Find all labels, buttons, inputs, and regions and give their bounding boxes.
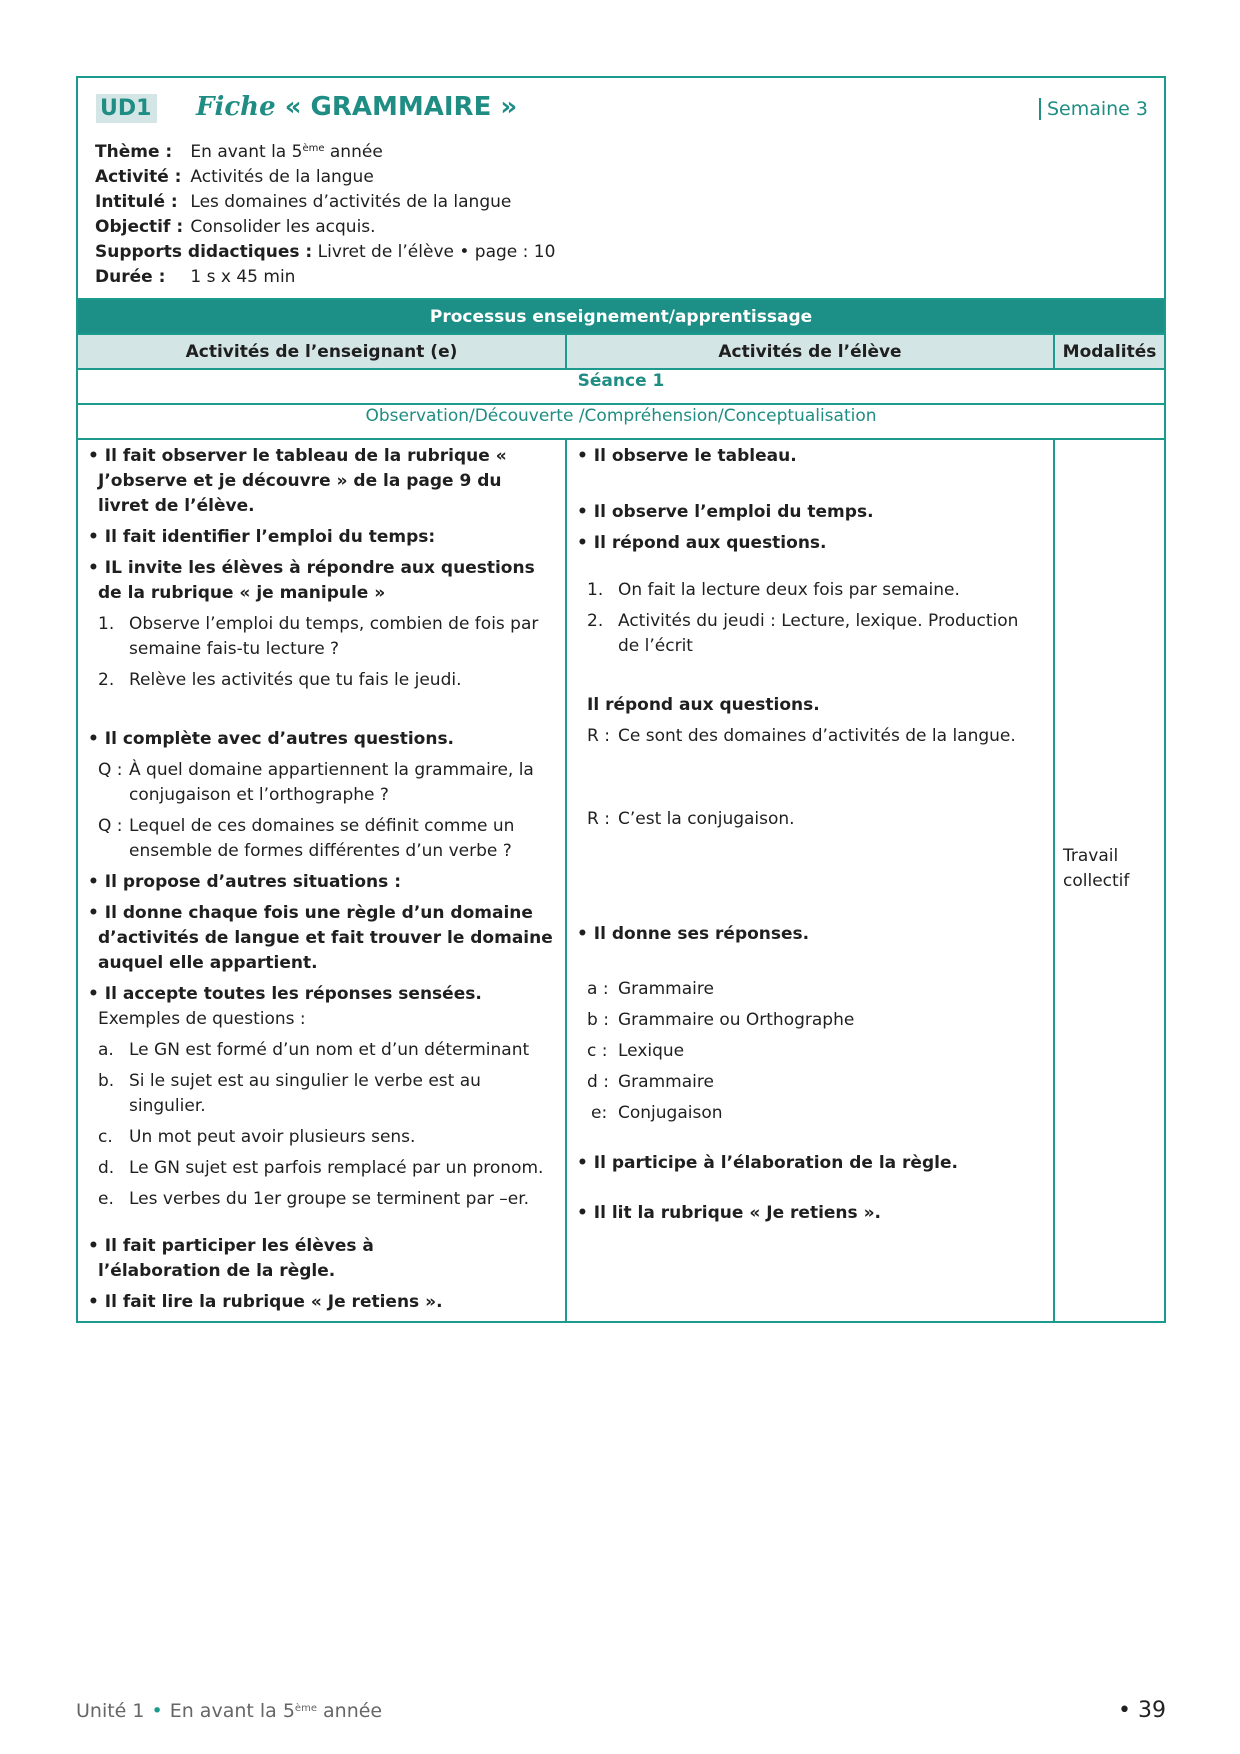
teacher-item: • Il propose d’autres situations :	[88, 872, 401, 892]
student-answer: d : Grammaire	[587, 1072, 714, 1092]
student-answer: R : C’est la conjugaison.	[587, 809, 795, 829]
teacher-question: 1. Observe l’emploi du temps, combien de fois par semaine fais-tu lecture ?	[98, 614, 539, 659]
seance-title: Séance 1	[78, 369, 1164, 404]
teacher-example: c. Un mot peut avoir plusieurs sens.	[98, 1127, 416, 1147]
teacher-example: e. Les verbes du 1er groupe se terminent par –er.	[98, 1189, 530, 1209]
teacher-item: • Il fait lire la rubrique « Je retiens ».	[88, 1292, 443, 1312]
page-number: • 39	[1118, 1698, 1166, 1723]
meta-duree: Durée : 1 s x 45 min	[95, 267, 296, 287]
student-answer: c : Lexique	[587, 1041, 685, 1061]
teacher-item: • Il accepte toutes les réponses sensées.	[88, 984, 482, 1004]
modalites-value: Travail collectif	[1063, 846, 1130, 891]
lesson-table	[78, 298, 1164, 1321]
modalites-cell	[1054, 439, 1164, 1321]
sheet-title-script: Fiche	[196, 92, 276, 122]
teacher-example: a. Le GN est formé d’un nom et d’un déterminant	[98, 1040, 530, 1060]
student-answer: 2. Activités du jeudi : Lecture, lexique. Production de l’écrit	[587, 611, 1019, 656]
student-answer: e: Conjugaison	[591, 1103, 723, 1123]
teacher-example: b. Si le sujet est au singulier le verbe est au singulier.	[98, 1071, 481, 1116]
sheet-title	[196, 92, 517, 122]
col-modal-header: Modalités	[1054, 334, 1164, 369]
student-item: • Il observe l’emploi du temps.	[577, 502, 874, 522]
teacher-item: • Il fait identifier l’emploi du temps:	[88, 527, 436, 547]
teacher-activities	[78, 439, 566, 1321]
student-answer: b : Grammaire ou Orthographe	[587, 1010, 855, 1030]
sheet-title-main: « GRAMMAIRE »	[284, 92, 518, 122]
lesson-sheet	[76, 76, 1166, 1323]
teacher-question: 2. Relève les activités que tu fais le jeudi.	[98, 670, 462, 690]
teacher-question: Q : Lequel de ces domaines se définit comme un ensemble de formes différentes d’un verbe ?	[98, 816, 515, 861]
teacher-example: d. Le GN sujet est parfois remplacé par un pronom.	[98, 1158, 544, 1178]
student-answer: a : Grammaire	[587, 979, 714, 999]
lesson-meta	[95, 140, 555, 290]
teacher-item: • Il complète avec d’autres questions.	[88, 729, 455, 749]
student-item: • Il répond aux questions.	[577, 533, 827, 553]
student-item: • Il observe le tableau.	[577, 446, 797, 466]
col-student-header: Activités de l’élève	[566, 334, 1054, 369]
student-activities	[566, 439, 1054, 1321]
student-item: • Il lit la rubrique « Je retiens ».	[577, 1203, 882, 1223]
student-answer: 1. On fait la lecture deux fois par semaine.	[587, 580, 960, 600]
footer-title: En avant la 5ème année	[169, 1700, 383, 1722]
teacher-item: • Il fait participer les élèves à l’élaboration de la règle.	[88, 1236, 374, 1281]
meta-supports: Supports didactiques : Livret de l’élève • page : 10	[95, 242, 556, 262]
col-teacher-header: Activités de l’enseignant (e)	[78, 334, 566, 369]
teacher-item: • Il fait observer le tableau de la rubrique « J’observe et je découvre » de la page 9 du livret de l’élève.	[88, 446, 507, 516]
phase-title: Observation/Découverte /Compréhension/Conceptualisation	[78, 404, 1164, 439]
meta-activite: Activité : Activités de la langue	[95, 167, 374, 187]
week-label: Semaine 3	[1039, 98, 1148, 120]
meta-theme: Thème : En avant la 5ème année	[95, 142, 383, 162]
meta-intitule: Intitulé : Les domaines d’activités de la langue	[95, 192, 512, 212]
meta-objectif: Objectif : Consolider les acquis.	[95, 217, 376, 237]
sheet-header	[78, 78, 1164, 298]
page-footer	[76, 1700, 1166, 1722]
teacher-item: • Il donne chaque fois une règle d’un domaine d’activités de langue et fait trouver le domaine auquel elle appartient.	[88, 903, 553, 973]
footer-unit: Unité 1	[76, 1700, 145, 1722]
footer-dot: •	[151, 1700, 163, 1722]
process-title: Processus enseignement/apprentissage	[78, 299, 1164, 334]
student-answer: R : Ce sont des domaines d’activités de la langue.	[587, 726, 1016, 746]
teacher-item: • IL invite les élèves à répondre aux questions de la rubrique « je manipule »	[88, 558, 535, 603]
student-item: • Il participe à l’élaboration de la règle.	[577, 1153, 958, 1173]
student-item: • Il donne ses réponses.	[577, 924, 810, 944]
unit-badge: UD1	[96, 94, 157, 123]
student-item: Il répond aux questions.	[587, 695, 820, 715]
examples-label: Exemples de questions :	[98, 1009, 306, 1029]
teacher-question: Q : À quel domaine appartiennent la grammaire, la conjugaison et l’orthographe ?	[98, 760, 534, 805]
